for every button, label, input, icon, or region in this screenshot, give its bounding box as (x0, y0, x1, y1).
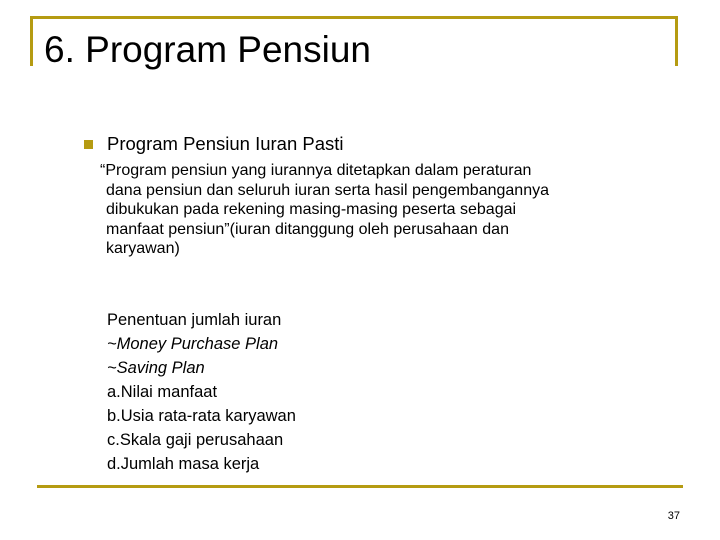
footer-rule (37, 485, 683, 488)
square-bullet-icon (84, 140, 93, 149)
bullet-heading: Program Pensiun Iuran Pasti (107, 133, 344, 154)
contribution-list (107, 308, 296, 476)
quote-line: “Program pensiun yang iurannya ditetapkan dalam peraturan (100, 162, 532, 179)
list-item: b.Usia rata-rata karyawan (107, 407, 296, 425)
list-item: a.Nilai manfaat (107, 383, 218, 401)
title-frame-top-rule (30, 16, 678, 19)
title-frame-right-rule (675, 16, 678, 66)
definition-quote (100, 161, 686, 259)
list-item: d.Jumlah masa kerja (107, 455, 260, 473)
quote-line: karyawan) (106, 240, 180, 257)
quote-line: manfaat pensiun”(iuran ditanggung oleh perusahaan dan (106, 220, 509, 238)
list-item: c.Skala gaji perusahaan (107, 431, 284, 449)
list-item: ~Money Purchase Plan (107, 335, 279, 353)
list-item: ~Saving Plan (107, 359, 205, 377)
list-heading: Penentuan jumlah iuran (107, 311, 282, 329)
title-frame-left-rule (30, 16, 33, 66)
page-number: 37 (667, 510, 680, 522)
slide-title: 6. Program Pensiun (44, 29, 372, 70)
quote-line: dibukukan pada rekening masing-masing peserta sebagai (106, 201, 517, 218)
quote-line: dana pensiun dan seluruh iuran serta hasil pengembangannya (106, 181, 549, 199)
